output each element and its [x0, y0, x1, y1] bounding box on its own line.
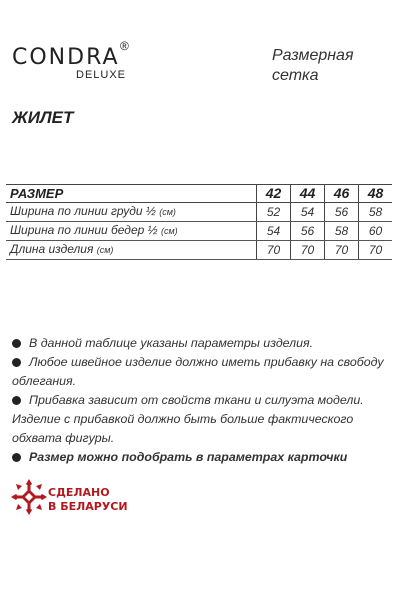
note-item [12, 353, 388, 391]
size-header-cell: 48 [359, 185, 393, 203]
registered-mark: ® [120, 39, 129, 53]
row-label [6, 241, 257, 260]
page-title [272, 46, 392, 86]
bullet-icon [12, 453, 21, 462]
table-cell: 70 [291, 241, 325, 260]
brand-logo [12, 39, 142, 85]
note-item [12, 448, 388, 467]
table-cell: 52 [257, 203, 291, 222]
row-label [6, 222, 257, 241]
table-row [6, 241, 392, 260]
bullet-icon [12, 396, 21, 405]
notes-list [12, 334, 388, 467]
badge-line-2: В БЕЛАРУСИ [48, 500, 128, 513]
made-in-belarus-badge [10, 478, 150, 520]
bullet-icon [12, 358, 21, 367]
size-header-cell: 42 [257, 185, 291, 203]
product-name: ЖИЛЕТ [12, 108, 74, 127]
table-cell: 54 [257, 222, 291, 241]
size-table-header [6, 185, 392, 203]
size-table [6, 184, 392, 260]
note-text: Изделие с прибавкой должно быть больше фактического обхвата фигуры. [12, 412, 354, 445]
row-label-text: Ширина по линии груди ½ [10, 204, 156, 218]
note-item-continued [12, 410, 388, 448]
table-cell: 56 [325, 203, 359, 222]
page-title-line-1: Размерная [272, 47, 354, 64]
row-unit: (см) [160, 226, 178, 236]
table-cell: 58 [325, 222, 359, 241]
row-label-text: Длина изделия [10, 242, 94, 256]
note-text: Размер можно подобрать в параметрах карточки [29, 450, 348, 464]
belarus-ornament-icon [10, 478, 48, 516]
row-label-text: Ширина по линии бедер ½ [10, 223, 158, 237]
badge-text [48, 486, 128, 514]
brand-name: CONDRA [12, 45, 120, 70]
table-row [6, 222, 392, 241]
brand-subtitle: DELUXE [76, 69, 127, 81]
size-header-cell: 46 [325, 185, 359, 203]
note-text: Прибавка зависит от свойств ткани и силуэта модели. [29, 393, 364, 407]
row-unit: (см) [159, 207, 176, 217]
table-row [6, 203, 392, 222]
table-cell: 58 [359, 203, 393, 222]
note-text: Любое швейное изделие должно иметь прибавку на свободу облегания. [12, 355, 384, 388]
size-header-label: РАЗМЕР [6, 185, 257, 203]
bullet-icon [12, 339, 21, 348]
row-unit: (см) [96, 245, 114, 255]
table-cell: 70 [257, 241, 291, 260]
page-title-line-2: сетка [272, 67, 319, 84]
table-cell: 70 [359, 241, 393, 260]
badge-line-1: СДЕЛАНО [48, 486, 110, 499]
row-label [6, 203, 257, 222]
table-cell: 70 [325, 241, 359, 260]
note-item [12, 391, 388, 410]
table-cell: 56 [291, 222, 325, 241]
table-cell: 54 [291, 203, 325, 222]
note-item [12, 334, 388, 353]
note-text: В данной таблице указаны параметры изделия. [29, 336, 314, 350]
table-cell: 60 [359, 222, 393, 241]
size-header-cell: 44 [291, 185, 325, 203]
